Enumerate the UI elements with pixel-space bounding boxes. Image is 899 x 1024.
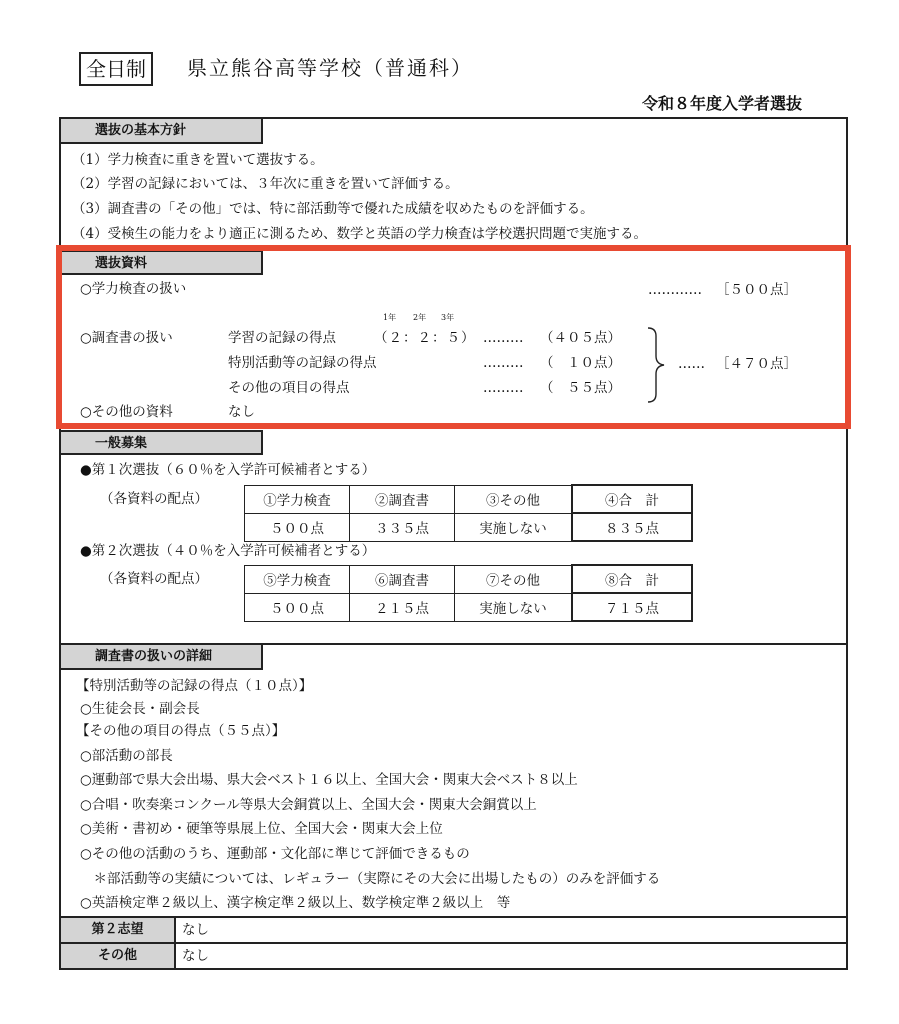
- table-cell: ７１５点: [572, 593, 692, 621]
- report-total: ［４７０点］: [716, 356, 797, 372]
- table-cell: 実施しない: [455, 513, 573, 541]
- other-value: なし: [182, 948, 209, 964]
- detail-line: ○生徒会長・副会長: [80, 701, 200, 717]
- table-header-cell: ①学力検査: [245, 485, 350, 513]
- table-header-cell: ⑦その他: [455, 565, 573, 593]
- detail-line: ○合唱・吹奏楽コンクール等県大会銅賞以上、全国大会・関東大会銅賞以上: [80, 797, 537, 813]
- table-header-cell: ③その他: [455, 485, 573, 513]
- report-row-label: 学習の記録の得点: [228, 330, 336, 346]
- first-score-table: [244, 484, 693, 542]
- table-header-cell: ②調査書: [350, 485, 455, 513]
- detail-line: 【特別活動等の記録の得点（１０点）】: [76, 678, 313, 694]
- detail-line: 【その他の項目の得点（５５点）】: [76, 723, 286, 739]
- table-header-cell: ⑧合 計: [572, 565, 692, 593]
- report-row-label: 特別活動等の記録の得点: [228, 355, 377, 371]
- grade-label: 3年: [441, 313, 455, 322]
- report-row-dots: ………: [483, 380, 524, 396]
- second-allocation-label: （各資料の配点）: [100, 571, 208, 587]
- academic-total: ［５００点］: [716, 282, 797, 298]
- report-dots: ……: [678, 356, 705, 372]
- grade-label: 1年: [383, 313, 397, 322]
- detail-line: ○運動部で県大会出場、県大会ベスト１６以上、全国大会・関東大会ベスト８以上: [80, 772, 578, 788]
- first-allocation-label: （各資料の配点）: [100, 491, 208, 507]
- table-cell: ８３５点: [572, 513, 692, 541]
- document-tag: 全日制: [79, 52, 153, 86]
- second-score-table: [244, 564, 693, 622]
- other-label: その他: [61, 944, 176, 968]
- table-cell: ５００点: [245, 593, 350, 621]
- other-materials-label: ○その他の資料: [80, 404, 173, 420]
- report-row-dots: ………: [483, 330, 524, 346]
- second-choice-label: 第２志望: [61, 918, 176, 942]
- report-row-ratio: （２：２：５）: [374, 330, 476, 346]
- table-cell: 実施しない: [455, 593, 573, 621]
- policy-item: （2）学習の記録においては、３年次に重きを置いて評価する。: [72, 176, 459, 192]
- other-row: [59, 942, 848, 970]
- policy-item: （1）学力検査に重きを置いて選抜する。: [72, 152, 324, 168]
- other-materials-value: なし: [228, 404, 255, 420]
- table-cell: ５００点: [245, 513, 350, 541]
- highlight-box: [56, 245, 851, 429]
- grade-label: 2年: [413, 313, 427, 322]
- table-cell: ２１５点: [350, 593, 455, 621]
- detail-line: ○美術・書初め・硬筆等県展上位、全国大会・関東大会上位: [80, 821, 443, 837]
- policy-heading: 選抜の基本方針: [61, 119, 263, 144]
- academic-dots: …………: [648, 282, 702, 298]
- detail-line: ○その他の活動のうち、運動部・文化部に準じて評価できるもの: [80, 846, 470, 862]
- second-choice-row: [59, 916, 848, 944]
- academic-label: ○学力検査の扱い: [80, 281, 187, 297]
- detail-line: ○英語検定準２級以上、漢字検定準２級以上、数学検定準２級以上 等: [80, 895, 511, 911]
- detail-line: ○部活動の部長: [80, 748, 173, 764]
- policy-item: （4）受検生の能力をより適正に測るため、数学と英語の学力検査は学校選択問題で実施する。: [72, 226, 648, 242]
- second-selection-title: ●第２次選抜（４０％を入学許可候補者とする）: [80, 543, 376, 559]
- selection-year: 令和８年度入学者選抜: [642, 94, 803, 113]
- general-heading: 一般募集: [61, 430, 263, 455]
- school-name: 県立熊谷高等学校（普通科）: [187, 56, 473, 80]
- report-row-points: （ １０点）: [540, 355, 621, 371]
- materials-heading: 選抜資料: [61, 250, 263, 275]
- table-header-cell: ④合 計: [572, 485, 692, 513]
- report-label: ○調査書の扱い: [80, 330, 173, 346]
- details-heading: 調査書の扱いの詳細: [61, 645, 263, 670]
- first-selection-title: ●第１次選抜（６０％を入学許可候補者とする）: [80, 462, 376, 478]
- second-choice-value: なし: [182, 922, 209, 938]
- table-header-cell: ⑤学力検査: [245, 565, 350, 593]
- report-row-points: （ ５５点）: [540, 380, 621, 396]
- report-row-label: その他の項目の得点: [228, 380, 350, 396]
- report-row-dots: ………: [483, 355, 524, 371]
- table-header-cell: ⑥調査書: [350, 565, 455, 593]
- report-row-points: （４０５点）: [540, 330, 621, 346]
- table-cell: ３３５点: [350, 513, 455, 541]
- detail-line: ＊部活動等の実績については、レギュラー（実際にその大会に出場したもの）のみを評価する: [80, 871, 661, 887]
- policy-item: （3）調査書の「その他」では、特に部活動等で優れた成績を収めたものを評価する。: [72, 201, 594, 217]
